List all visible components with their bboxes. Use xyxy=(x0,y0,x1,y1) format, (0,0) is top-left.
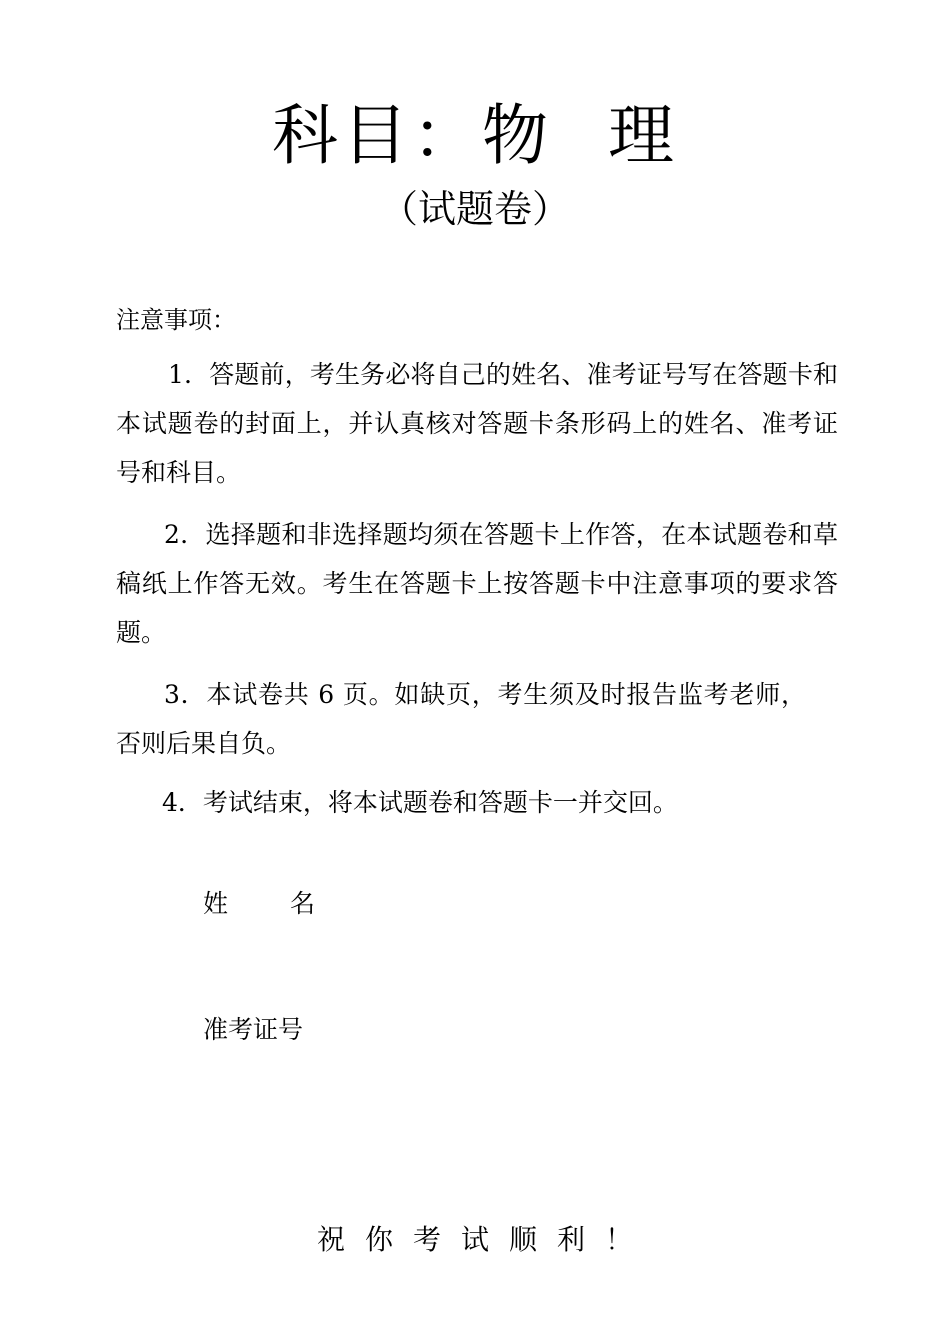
notes-heading: 注意事项： xyxy=(116,306,236,334)
subject-tail: 理 xyxy=(608,97,678,174)
exam-id-field-label: 准考证号 xyxy=(203,1015,304,1044)
note-item-1: 1．答题前，考生务必将自己的姓名、准考证号写在答题卡和本试题卷的封面上，并认真核对答题卡条形码上的姓名、准考证号和科目。 xyxy=(116,360,838,487)
note-item-3: 3．本试卷共 6 页。如缺页，考生须及时报告监考老师，否则后果自负。 xyxy=(116,680,806,758)
note-item-4: 4．考试结束，将本试题卷和答题卡一并交回。 xyxy=(162,788,678,817)
closing-message: 祝你考试顺利！ xyxy=(316,1223,653,1256)
subject-label: 科目：物 xyxy=(272,97,552,174)
note-item-2: 2．选择题和非选择题均须在答题卡上作答，在本试题卷和草稿纸上作答无效。考生在答题卡上按答题卡中注意事项的要求答题。 xyxy=(116,520,838,647)
name-field-label: 姓名 xyxy=(203,889,378,918)
page-title xyxy=(0,96,950,176)
page-subtitle: （试题卷） xyxy=(379,187,570,231)
